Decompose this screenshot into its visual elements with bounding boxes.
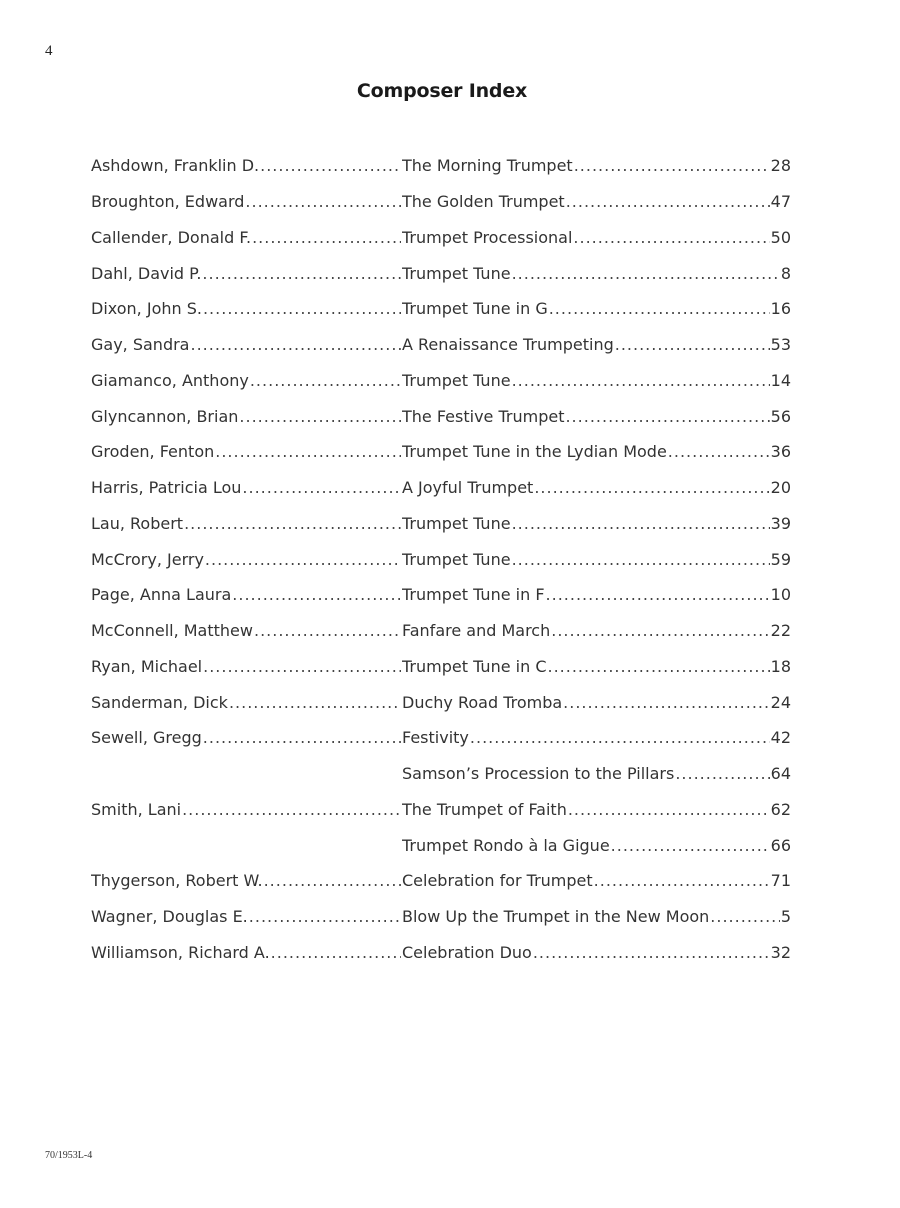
composer-name: Giamanco, Anthony (91, 370, 249, 390)
dot-leader (184, 514, 401, 533)
index-entry (91, 792, 791, 828)
dot-leader (252, 228, 401, 247)
title-cell (402, 156, 791, 175)
dot-leader (203, 299, 401, 318)
index-entry (91, 398, 791, 434)
dot-leader (239, 407, 401, 426)
page-ref: 47 (770, 192, 791, 212)
composer-name: Sewell, Gregg (91, 728, 202, 748)
index-entry (91, 899, 791, 935)
dot-leader (546, 585, 770, 604)
page-title: Composer Index (356, 80, 528, 102)
index-entry (91, 220, 791, 256)
composer-name: Ashdown, Franklin D. (91, 156, 260, 176)
title-cell (402, 407, 791, 426)
dot-leader (549, 299, 770, 318)
composer-cell (91, 943, 402, 962)
index-entry (91, 756, 791, 792)
title-cell (402, 764, 791, 783)
page-ref: 71 (770, 871, 791, 891)
dot-leader (668, 442, 770, 461)
page-ref: 53 (770, 335, 791, 355)
page-ref: 62 (770, 799, 791, 819)
composer-cell (91, 264, 402, 283)
composer-cell (91, 299, 402, 318)
index-entry (91, 291, 791, 327)
composer-name: Callender, Donald F. (91, 227, 252, 247)
composer-cell (91, 192, 402, 211)
piece-title: Trumpet Tune in G (402, 299, 548, 319)
dot-leader (182, 800, 401, 819)
page-ref: 16 (770, 299, 791, 319)
page-ref: 59 (770, 549, 791, 569)
index-entry (91, 613, 791, 649)
page-ref: 10 (770, 585, 791, 605)
dot-leader (232, 585, 401, 604)
dot-leader (568, 800, 770, 819)
piece-title: Trumpet Rondo à la Gigue (402, 835, 610, 855)
dot-leader (710, 907, 780, 926)
composer-name: McConnell, Matthew (91, 621, 253, 641)
page-ref: 20 (770, 478, 791, 498)
composer-cell (91, 228, 402, 247)
index-entry (91, 327, 791, 363)
composer-cell (91, 871, 402, 890)
composer-cell (91, 800, 402, 819)
dot-leader (512, 371, 770, 390)
page-ref: 56 (770, 406, 791, 426)
catalog-code: 70/1953L-4 (45, 1150, 93, 1161)
dot-leader (534, 478, 769, 497)
dot-leader (242, 478, 401, 497)
dot-leader (260, 156, 401, 175)
page-ref: 8 (780, 263, 791, 283)
page-ref: 50 (770, 227, 791, 247)
dot-leader (675, 764, 769, 783)
title-cell (402, 800, 791, 819)
piece-title: Trumpet Tune in F (402, 585, 545, 605)
title-cell (402, 228, 791, 247)
piece-title: Blow Up the Trumpet in the New Moon (402, 907, 710, 927)
page-ref: 66 (770, 835, 791, 855)
page-ref: 64 (770, 764, 791, 784)
index-entry (91, 184, 791, 220)
piece-title: Trumpet Processional (402, 227, 573, 247)
piece-title: Celebration Duo (402, 942, 532, 962)
page-ref: 22 (770, 621, 791, 641)
dot-leader (512, 264, 780, 283)
piece-title: A Renaissance Trumpeting (402, 335, 614, 355)
page-ref: 24 (770, 692, 791, 712)
composer-cell (91, 728, 402, 747)
dot-leader (250, 371, 401, 390)
title-cell (402, 264, 791, 283)
composer-cell (91, 693, 402, 712)
index-entry (91, 434, 791, 470)
index-entry (91, 684, 791, 720)
composer-index-list (91, 148, 791, 970)
index-entry (91, 863, 791, 899)
piece-title: Trumpet Tune (402, 370, 511, 390)
composer-name: Page, Anna Laura (91, 585, 232, 605)
title-cell (402, 550, 791, 569)
composer-cell (91, 407, 402, 426)
dot-leader (264, 871, 401, 890)
index-entry (91, 541, 791, 577)
composer-name: Sanderman, Dick (91, 692, 228, 712)
index-entry (91, 827, 791, 863)
piece-title: Festivity (402, 728, 469, 748)
title-cell (402, 728, 791, 747)
title-cell (402, 693, 791, 712)
dot-leader (547, 657, 769, 676)
page-ref: 36 (770, 442, 791, 462)
dot-leader (229, 693, 401, 712)
piece-title: The Morning Trumpet (402, 156, 573, 176)
piece-title: Trumpet Tune (402, 513, 511, 533)
piece-title: Trumpet Tune in the Lydian Mode (402, 442, 667, 462)
composer-cell (91, 657, 402, 676)
composer-name: Williamson, Richard A. (91, 942, 270, 962)
composer-cell (91, 371, 402, 390)
index-entry (91, 363, 791, 399)
page-ref: 14 (770, 370, 791, 390)
dot-leader (203, 728, 401, 747)
dot-leader (215, 442, 401, 461)
dot-leader (254, 621, 401, 640)
piece-title: Duchy Road Tromba (402, 692, 563, 712)
composer-name: Glyncannon, Brian (91, 406, 239, 426)
composer-name: McCrory, Jerry (91, 549, 204, 569)
page-ref: 32 (770, 942, 791, 962)
dot-leader (190, 335, 401, 354)
piece-title: Celebration for Trumpet (402, 871, 593, 891)
composer-name: Ryan, Michael (91, 656, 203, 676)
title-cell (402, 836, 791, 855)
composer-name: Lau, Robert (91, 513, 184, 533)
dot-leader (574, 156, 770, 175)
page-number: 4 (45, 43, 53, 59)
piece-title: The Trumpet of Faith (402, 799, 567, 819)
dot-leader (203, 657, 401, 676)
title-cell (402, 871, 791, 890)
dot-leader (202, 264, 401, 283)
composer-name: Smith, Lani (91, 799, 182, 819)
title-cell (402, 478, 791, 497)
composer-cell (91, 156, 402, 175)
dot-leader (573, 228, 769, 247)
piece-title: Trumpet Tune in C (402, 656, 547, 676)
index-entry (91, 935, 791, 971)
index-entry (91, 255, 791, 291)
page-ref: 42 (770, 728, 791, 748)
title-cell (402, 371, 791, 390)
piece-title: A Joyful Trumpet (402, 478, 534, 498)
page-ref: 5 (780, 907, 791, 927)
dot-leader (249, 907, 401, 926)
index-entry (91, 470, 791, 506)
dot-leader (271, 943, 401, 962)
title-cell (402, 943, 791, 962)
title-cell (402, 514, 791, 533)
page-ref: 18 (770, 656, 791, 676)
dot-leader (566, 192, 770, 211)
dot-leader (512, 514, 770, 533)
piece-title: Samson’s Procession to the Pillars (402, 764, 675, 784)
dot-leader (615, 335, 770, 354)
index-entry (91, 506, 791, 542)
title-cell (402, 299, 791, 318)
dot-leader (512, 550, 770, 569)
index-entry (91, 649, 791, 685)
title-cell (402, 621, 791, 640)
page-ref: 39 (770, 513, 791, 533)
composer-cell (91, 335, 402, 354)
index-entry (91, 577, 791, 613)
composer-name: Dixon, John S. (91, 299, 202, 319)
dot-leader (563, 693, 769, 712)
composer-cell (91, 550, 402, 569)
title-cell (402, 192, 791, 211)
dot-leader (470, 728, 770, 747)
composer-name: Broughton, Edward (91, 192, 245, 212)
page-ref: 28 (770, 156, 791, 176)
dot-leader (611, 836, 770, 855)
composer-cell (91, 621, 402, 640)
piece-title: The Golden Trumpet (402, 192, 565, 212)
piece-title: The Festive Trumpet (402, 406, 565, 426)
composer-cell (91, 514, 402, 533)
dot-leader (533, 943, 770, 962)
composer-name: Thygerson, Robert W. (91, 871, 263, 891)
title-cell (402, 585, 791, 604)
composer-cell (91, 442, 402, 461)
index-entry (91, 148, 791, 184)
dot-leader (551, 621, 769, 640)
dot-leader (594, 871, 770, 890)
composer-name: Wagner, Douglas E. (91, 907, 248, 927)
title-cell (402, 657, 791, 676)
piece-title: Trumpet Tune (402, 263, 511, 283)
dot-leader (205, 550, 401, 569)
composer-name: Harris, Patricia Lou (91, 478, 242, 498)
title-cell (402, 442, 791, 461)
index-entry (91, 720, 791, 756)
composer-cell (91, 478, 402, 497)
title-cell (402, 907, 791, 926)
composer-name: Groden, Fenton (91, 442, 215, 462)
composer-name: Dahl, David P. (91, 263, 202, 283)
dot-leader (565, 407, 769, 426)
piece-title: Fanfare and March (402, 621, 551, 641)
composer-cell (91, 907, 402, 926)
title-cell (402, 335, 791, 354)
composer-name: Gay, Sandra (91, 335, 190, 355)
piece-title: Trumpet Tune (402, 549, 511, 569)
composer-cell (91, 585, 402, 604)
dot-leader (245, 192, 401, 211)
